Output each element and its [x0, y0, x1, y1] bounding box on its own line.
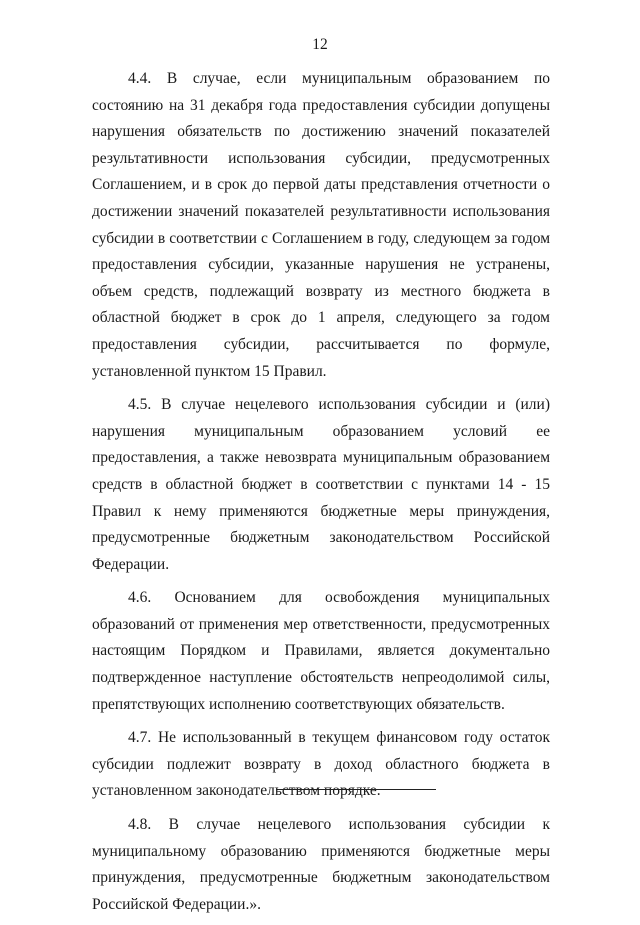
paragraph-4-7: 4.7. Не использованный в текущем финансовом году остаток субсидии подлежит возврату в доход областного бюджета в установленном законодательством порядке.	[92, 729, 550, 800]
end-of-document-rule	[276, 789, 436, 790]
paragraph-4-6: 4.6. Основанием для освобождения муниципальных образований от применения мер ответственности, предусмотренных настоящим Порядком и Правилами, является документально подтвержденное наступление обстоятельств непреодолимой силы, препятствующих исполнению соответствующих обязательств.	[92, 589, 550, 713]
paragraph-4-5: 4.5. В случае нецелевого использования субсидии и (или) нарушения муниципальным образованием условий ее предоставления, а также невозврата муниципальным образованием средств в областной бюджет в соответствии с пунктами 14 - 15 Правил к нему применяются бюджетные меры принуждения, предусмотренные бюджетным законодательством Российской Федерации.	[92, 396, 550, 573]
paragraph-4-8: 4.8. В случае нецелевого использования субсидии к муниципальному образованию применяются бюджетные меры принуждения, предусмотренные бюджетным законодательством Российской Федерации.».	[92, 816, 550, 913]
page-number: 12	[312, 36, 328, 53]
document-body	[92, 66, 550, 925]
paragraph-4-4: 4.4. В случае, если муниципальным образованием по состоянию на 31 декабря года предоставления субсидии допущены нарушения обязательств по достижению значений показателей результативности использования субсидии, предусмотренных Соглашением, и в срок до первой даты представления отчетности о достижении значений показателей результативности использования субсидии в соответствии с Соглашением в году, следующем за годом предоставления субсидии, указанные нарушения не устранены, объем средств, подлежащий возврату из местного бюджета в областной бюджет в срок до 1 апреля, следующего за годом предоставления субсидии, рассчитывается по формуле, установленной пунктом 15 Правил.	[92, 70, 550, 380]
